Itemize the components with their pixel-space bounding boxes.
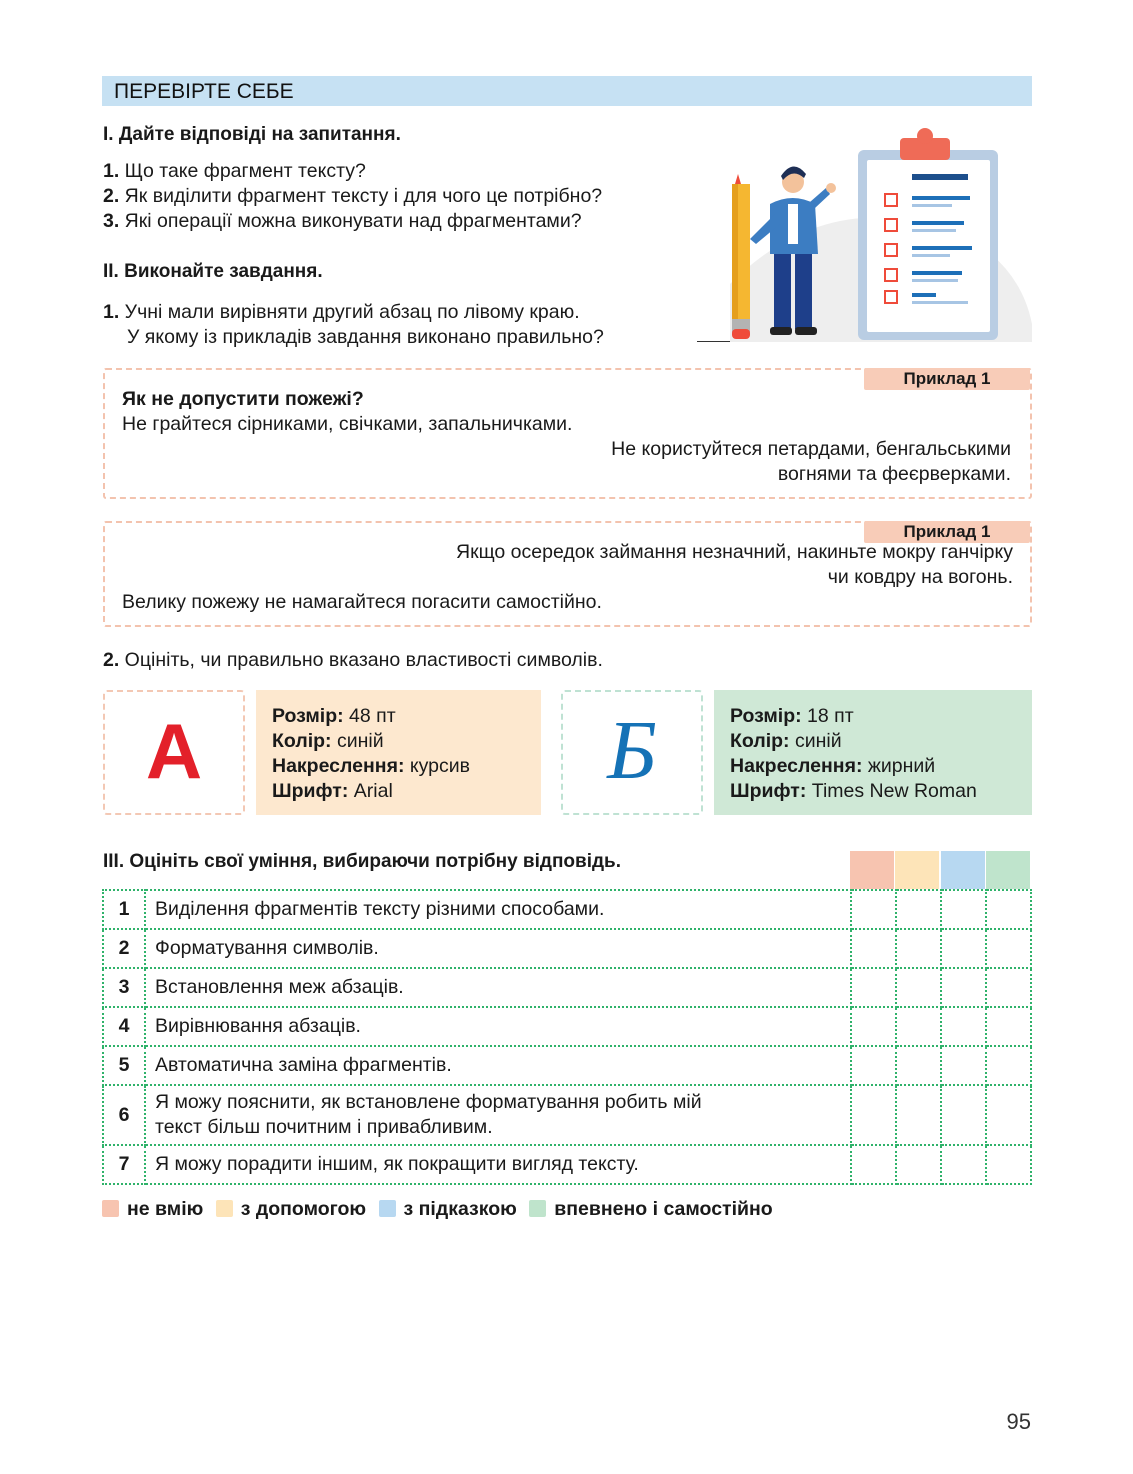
table-row [103,890,1031,929]
rating-cell-with-help[interactable] [896,968,941,1007]
legend-label: з підказкою [403,1198,517,1220]
example-tag: Приклад 1 [864,368,1030,390]
table-row [103,1145,1031,1184]
table-row [103,1085,1031,1145]
example-1-box [103,368,1032,499]
question-3 [103,209,582,234]
rating-cell-confident[interactable] [986,890,1031,929]
letter-a-box [103,690,245,815]
rating-cell-confident[interactable] [986,1046,1031,1085]
rating-cell-with-help[interactable] [896,929,941,968]
rating-cell-with-help[interactable] [896,1085,941,1145]
legend-label: впевнено і самостійно [554,1198,773,1220]
rating-header-with-hint [941,851,985,889]
property-value: синій [331,730,384,752]
property-style [272,754,470,779]
checklist-illustration [700,124,1032,342]
table-row [103,929,1031,968]
card-b-properties [714,690,1032,815]
row-number: 7 [103,1145,145,1184]
page-number: 95 [1006,1409,1031,1434]
rating-cell-cannot[interactable] [851,1046,896,1085]
property-style [730,754,935,779]
legend-swatch-cannot [102,1200,119,1217]
rating-cell-with-help[interactable] [896,1145,941,1184]
property-size [730,704,854,729]
letter-b: Б [607,704,657,797]
table-row [103,1046,1031,1085]
property-label: Розмір: [730,705,802,727]
row-text: Виділення фрагментів тексту різними способами. [145,890,851,929]
property-value: курсив [404,755,470,777]
rating-cell-cannot[interactable] [851,1145,896,1184]
rating-cell-with-hint[interactable] [941,1007,986,1046]
property-value: Times New Roman [806,780,977,802]
rating-cell-cannot[interactable] [851,968,896,1007]
section-banner: ПЕРЕВІРТЕ СЕБЕ [102,76,1032,106]
example-line: вогнями та феєрверками. [777,463,1011,485]
rating-cell-with-hint[interactable] [941,968,986,1007]
property-label: Накреслення: [272,755,405,777]
property-value: 18 пт [801,705,854,727]
property-label: Розмір: [272,705,344,727]
section-3-title: III. Оцініть свої уміння, вибираючи потрібну відповідь. [103,851,622,872]
question-number: 1. [103,160,120,182]
legend-label: не вмію [127,1198,204,1220]
row-text: Автоматична заміна фрагментів. [145,1046,851,1085]
rating-cell-with-hint[interactable] [941,1046,986,1085]
row-text: Я можу пояснити, як встановлене форматування робить мій текст більш почитним і привабливим. [145,1085,851,1145]
property-label: Колір: [730,730,790,752]
property-color [272,729,384,754]
property-size [272,704,396,729]
property-font [730,779,977,804]
row-text: Я можу порадити іншим, як покращити вигляд тексту. [145,1145,851,1184]
row-number: 3 [103,968,145,1007]
row-text: Форматування символів. [145,929,851,968]
rating-cell-confident[interactable] [986,1145,1031,1184]
rating-cell-cannot[interactable] [851,1085,896,1145]
property-value: 48 пт [343,705,396,727]
rating-cell-cannot[interactable] [851,929,896,968]
row-number: 1 [103,890,145,929]
example-line: Не користуйтеся петардами, бенгальськими [611,438,1011,460]
rating-cell-cannot[interactable] [851,890,896,929]
rating-header-cannot [850,851,894,889]
question-1 [103,159,366,184]
task-2 [103,648,603,673]
example-tag: Приклад 1 [864,521,1030,543]
property-value: Arial [348,780,393,802]
question-text: Як виділити фрагмент тексту і для чого це потрібно? [119,185,603,207]
section-1-title: I. Дайте відповіді на запитання. [103,124,401,145]
property-font [272,779,393,804]
card-a-properties [256,690,541,815]
table-row [103,1007,1031,1046]
property-value: жирний [862,755,936,777]
task-number: 2. [103,649,120,671]
rating-legend [102,1198,781,1221]
letter-b-box [561,690,703,815]
legend-label: з допомогою [240,1198,367,1220]
property-label: Колір: [272,730,332,752]
question-text: Що таке фрагмент тексту? [119,160,366,182]
row-number: 2 [103,929,145,968]
question-number: 3. [103,210,120,232]
letter-a: А [145,707,203,795]
question-number: 2. [103,185,120,207]
question-2 [103,184,602,209]
task-1-line-2: У якому із прикладів завдання виконано правильно? [127,326,604,348]
skills-table [102,889,1032,1185]
row-number: 5 [103,1046,145,1085]
task-number: 1. [103,301,120,323]
property-label: Шрифт: [730,780,807,802]
example-heading: Як не допустити пожежі? [122,388,364,410]
row-text: Встановлення меж абзаців. [145,968,851,1007]
rating-cell-cannot[interactable] [851,1007,896,1046]
legend-swatch-with-help [216,1200,233,1217]
row-number: 6 [103,1085,145,1145]
example-line: Велику пожежу не намагайтеся погасити самостійно. [122,591,602,613]
rating-cell-with-help[interactable] [896,1007,941,1046]
property-value: синій [789,730,842,752]
rating-cell-with-hint[interactable] [941,890,986,929]
legend-swatch-with-hint [379,1200,396,1217]
rating-cell-confident[interactable] [986,968,1031,1007]
task-1-line-1 [103,300,580,325]
row-text: Вирівнювання абзаців. [145,1007,851,1046]
task-text: Оцініть, чи правильно вказано властивості символів. [119,649,603,671]
property-label: Накреслення: [730,755,863,777]
rating-cell-with-help[interactable] [896,890,941,929]
property-label: Шрифт: [272,780,349,802]
example-line: Не грайтеся сірниками, свічками, запальничками. [122,413,573,435]
rating-cell-confident[interactable] [986,929,1031,968]
property-color [730,729,842,754]
row-number: 4 [103,1007,145,1046]
question-text: Які операції можна виконувати над фрагментами? [119,210,582,232]
table-row [103,968,1031,1007]
section-2-title: II. Виконайте завдання. [103,261,323,282]
rating-cell-with-hint[interactable] [941,1145,986,1184]
example-line: чи ковдру на вогонь. [827,566,1013,588]
rating-header-with-help [895,851,939,889]
rating-cell-with-hint[interactable] [941,1085,986,1145]
example-line: Якщо осередок займання незначний, накиньте мокру ганчірку [455,541,1013,563]
rating-cell-confident[interactable] [986,1007,1031,1046]
rating-cell-confident[interactable] [986,1085,1031,1145]
legend-swatch-confident [529,1200,546,1217]
rating-header-confident [986,851,1030,889]
rating-cell-with-help[interactable] [896,1046,941,1085]
example-2-box [103,521,1032,627]
task-text: Учні мали вирівняти другий абзац по лівому краю. [119,301,580,323]
rating-cell-with-hint[interactable] [941,929,986,968]
